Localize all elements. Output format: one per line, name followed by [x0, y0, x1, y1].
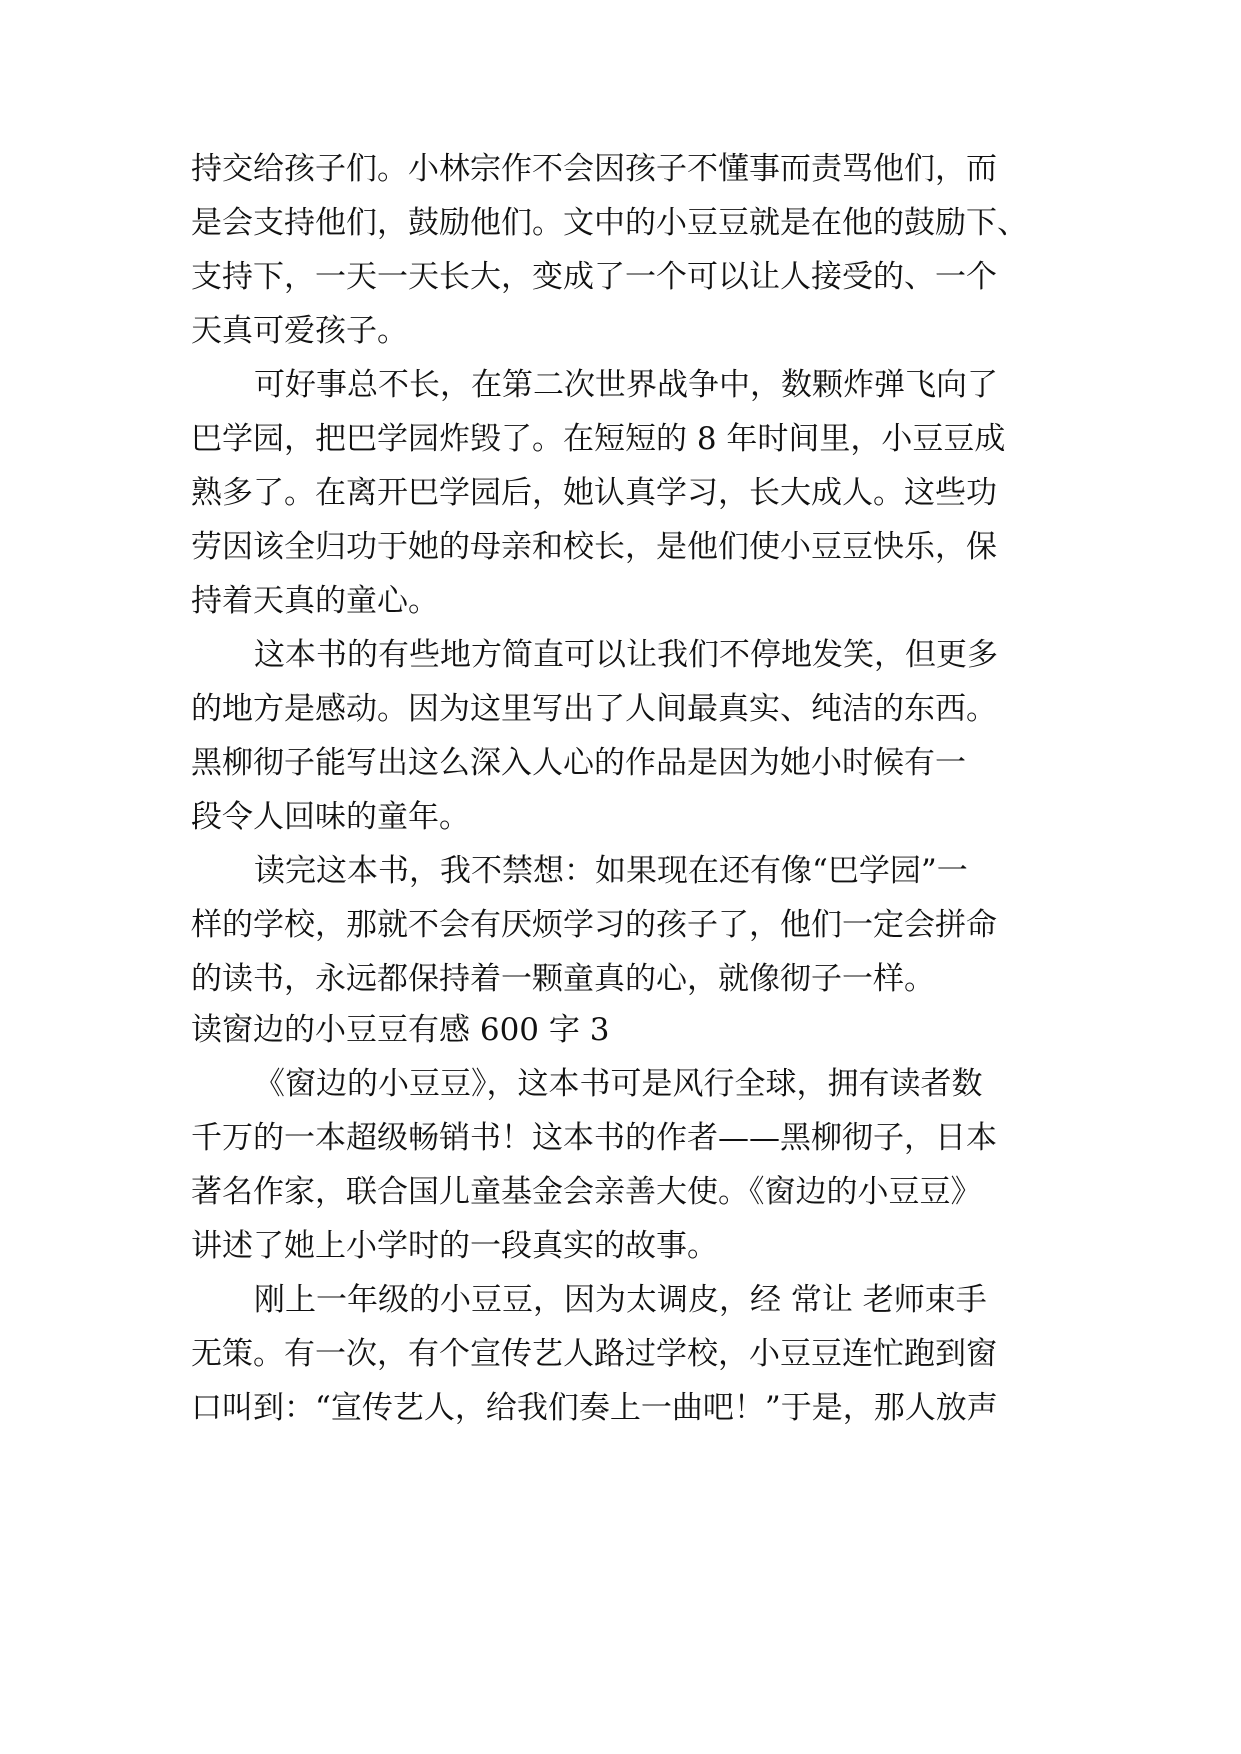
text-line: 段令人回味的童年。	[191, 799, 470, 835]
text-line: 黑柳彻子能写出这么深入人心的作品是因为她小时候有一	[191, 745, 966, 781]
paragraph-first-line: 这本书的有些地方简直可以让我们不停地发笑，但更多	[254, 637, 998, 673]
paragraph-first-line: 《窗边的小豆豆》，这本书可是风行全球，拥有读者数	[254, 1066, 983, 1102]
text-line: 的地方是感动。因为这里写出了人间最真实、纯洁的东西。	[191, 691, 997, 727]
text-line: 样的学校，那就不会有厌烦学习的孩子了，他们一定会拼命	[191, 907, 997, 943]
text-line: 天真可爱孩子。	[191, 313, 408, 349]
text-line: 持交给孩子们。小林宗作不会因孩子不懂事而责骂他们，而	[191, 151, 997, 187]
text-line: 的读书，永远都保持着一颗童真的心，就像彻子一样。	[191, 961, 935, 997]
paragraph-first-line: 刚上一年级的小豆豆，因为太调皮，经 常让 老师束手	[254, 1282, 987, 1318]
text-line: 支持下，一天一天长大，变成了一个可以让人接受的、一个	[191, 259, 997, 295]
paragraph-first-line: 可好事总不长，在第二次世界战争中，数颗炸弹飞向了	[254, 367, 998, 403]
text-line: 著名作家，联合国儿童基金会亲善大使。《窗边的小豆豆》	[191, 1174, 982, 1210]
text-line: 持着天真的童心。	[191, 583, 439, 619]
text-line: 劳因该全归功于她的母亲和校长，是他们使小豆豆快乐，保	[191, 529, 997, 565]
section-heading: 读窗边的小豆豆有感 600 字 3	[191, 1012, 610, 1048]
text-line: 讲述了她上小学时的一段真实的故事。	[191, 1228, 718, 1264]
text-line: 是会支持他们，鼓励他们。文中的小豆豆就是在他的鼓励下、	[191, 205, 1028, 241]
text-line: 口叫到：“宣传艺人，给我们奏上一曲吧！”于是，那人放声	[191, 1390, 998, 1426]
paragraph-first-line: 读完这本书，我不禁想：如果现在还有像“巴学园”一	[254, 853, 968, 889]
text-line: 熟多了。在离开巴学园后，她认真学习，长大成人。这些功	[191, 475, 997, 511]
text-line: 无策。有一次，有个宣传艺人路过学校，小豆豆连忙跑到窗	[191, 1336, 997, 1372]
text-line: 千万的一本超级畅销书！这本书的作者——黑柳彻子，日本	[191, 1120, 997, 1156]
text-line: 巴学园，把巴学园炸毁了。在短短的 8 年时间里，小豆豆成	[191, 421, 1006, 457]
